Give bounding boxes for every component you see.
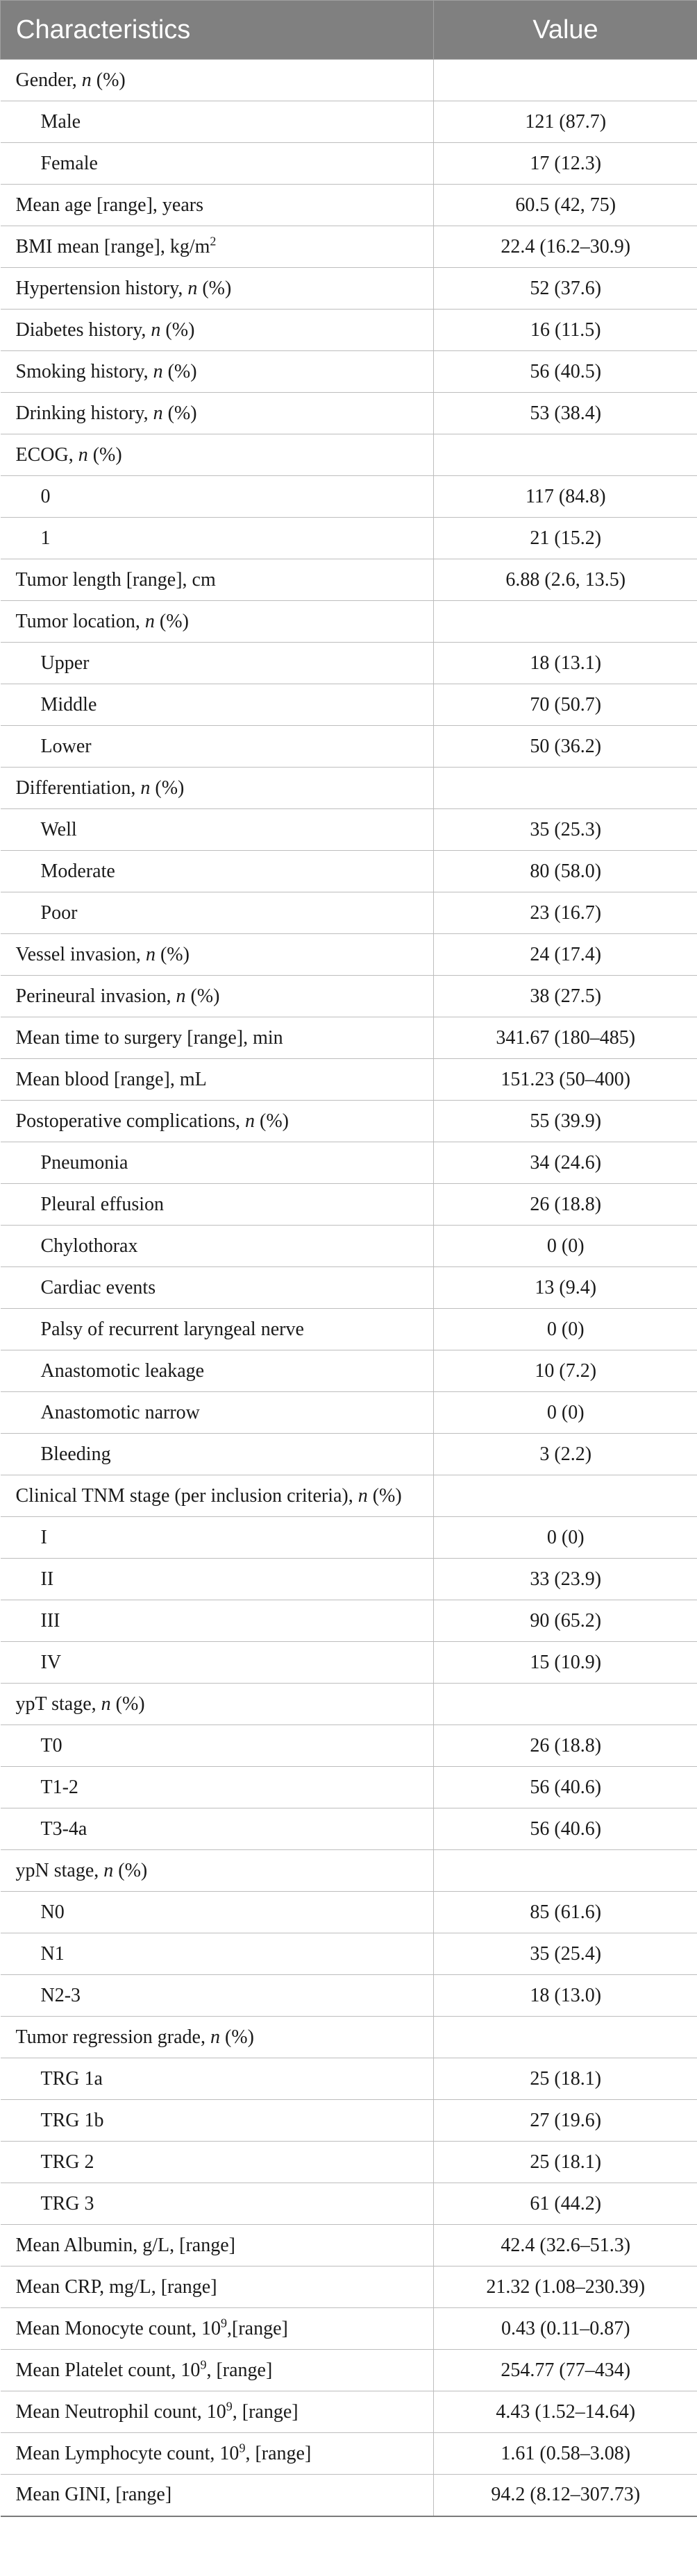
table-row (1, 1892, 697, 1933)
label-text: Mean Platelet count, 10 (15, 2359, 201, 2381)
row-value: 23 (16.7) (434, 892, 697, 934)
label-text: Clinical TNM stage (per inclusion criteria), (15, 1484, 358, 1507)
row-label (1, 393, 434, 434)
italic-n: n (144, 610, 155, 632)
superscript: 9 (221, 2316, 227, 2330)
row-label: I (1, 1517, 434, 1559)
label-text: Vessel invasion, (15, 943, 146, 965)
table-row (1, 2266, 697, 2308)
row-label (1, 351, 434, 393)
row-label: Chylothorax (1, 1226, 434, 1267)
row-label: Lower (1, 726, 434, 768)
row-value: 0 (0) (434, 1226, 697, 1267)
row-label: T3-4a (1, 1808, 434, 1850)
row-label (1, 1850, 434, 1892)
row-value (434, 60, 697, 101)
label-text: Gender, (15, 69, 82, 91)
row-value: 4.43 (1.52–14.64) (434, 2391, 697, 2433)
table-row (1, 2391, 697, 2433)
table-row (1, 268, 697, 310)
row-value: 10 (7.2) (434, 1350, 697, 1392)
row-label: TRG 1a (1, 2058, 434, 2100)
row-label: Middle (1, 684, 434, 726)
label-text: Perineural invasion, (15, 985, 176, 1007)
italic-n: n (145, 943, 156, 965)
row-value: 56 (40.6) (434, 1808, 697, 1850)
table-row (1, 2225, 697, 2266)
table-row (1, 1267, 697, 1309)
row-value: 21 (15.2) (434, 518, 697, 559)
table-row (1, 226, 697, 268)
label-text: ypT stage, (15, 1693, 101, 1715)
label-suffix: (%) (219, 2026, 254, 2048)
label-text: Tumor location, (15, 610, 145, 632)
row-label: Male (1, 101, 434, 143)
row-value: 16 (11.5) (434, 310, 697, 351)
row-label: IV (1, 1642, 434, 1684)
row-label: Female (1, 143, 434, 185)
label-text: BMI mean [range], kg/m (15, 235, 210, 257)
table-row (1, 2350, 697, 2391)
row-label (1, 2017, 434, 2058)
row-value: 42.4 (32.6–51.3) (434, 2225, 697, 2266)
table-row (1, 1850, 697, 1892)
table-row (1, 2308, 697, 2350)
row-label: Poor (1, 892, 434, 934)
label-suffix: (%) (154, 610, 189, 632)
label-suffix: (%) (91, 69, 126, 91)
label-text: Smoking history, (15, 360, 153, 382)
row-value: 25 (18.1) (434, 2142, 697, 2183)
row-label: Mean CRP, mg/L, [range] (1, 2266, 434, 2308)
label-suffix: (%) (255, 1110, 289, 1132)
table-row (1, 1017, 697, 1059)
row-value: 55 (39.9) (434, 1101, 697, 1142)
table-row (1, 1350, 697, 1392)
row-label (1, 601, 434, 643)
table-row (1, 2475, 697, 2516)
row-value: 61 (44.2) (434, 2183, 697, 2225)
row-value: 13 (9.4) (434, 1267, 697, 1309)
table-row (1, 101, 697, 143)
row-value: 26 (18.8) (434, 1725, 697, 1767)
row-label (1, 2350, 434, 2391)
row-value: 90 (65.2) (434, 1600, 697, 1642)
table-header (1, 1, 697, 60)
table-row (1, 1642, 697, 1684)
italic-n: n (176, 985, 186, 1007)
row-value: 0 (0) (434, 1517, 697, 1559)
label-text: Diabetes history, (15, 319, 151, 341)
table-row (1, 476, 697, 518)
row-label: Cardiac events (1, 1267, 434, 1309)
row-label: N0 (1, 1892, 434, 1933)
row-label: Upper (1, 643, 434, 684)
table-row (1, 1142, 697, 1184)
row-value: 25 (18.1) (434, 2058, 697, 2100)
row-value: 94.2 (8.12–307.73) (434, 2475, 697, 2516)
table-row (1, 60, 697, 101)
row-value: 56 (40.5) (434, 351, 697, 393)
label-suffix: (%) (150, 777, 185, 799)
row-label: Pleural effusion (1, 1184, 434, 1226)
italic-n: n (140, 777, 151, 799)
label-suffix: (%) (160, 319, 195, 341)
row-label (1, 1101, 434, 1142)
row-value: 17 (12.3) (434, 143, 697, 185)
table-row (1, 1767, 697, 1808)
row-value (434, 434, 697, 476)
row-label: Pneumonia (1, 1142, 434, 1184)
row-label: Bleeding (1, 1434, 434, 1475)
row-label (1, 2308, 434, 2350)
table-row (1, 851, 697, 892)
row-label: TRG 1b (1, 2100, 434, 2142)
row-label: Mean GINI, [range] (1, 2475, 434, 2516)
italic-n: n (245, 1110, 255, 1132)
label-text: Hypertension history, (15, 277, 188, 299)
italic-n: n (81, 69, 92, 91)
table-row (1, 934, 697, 976)
row-value: 341.67 (180–485) (434, 1017, 697, 1059)
table-row (1, 643, 697, 684)
table-row (1, 143, 697, 185)
label-suffix: (%) (162, 360, 197, 382)
table-row (1, 684, 697, 726)
row-label (1, 2391, 434, 2433)
label-suffix: (%) (197, 277, 232, 299)
row-label: TRG 3 (1, 2183, 434, 2225)
row-value: 18 (13.0) (434, 1975, 697, 2017)
row-label (1, 976, 434, 1017)
table-row (1, 1933, 697, 1975)
superscript: 9 (226, 2399, 233, 2414)
table-row (1, 1808, 697, 1850)
row-value: 80 (58.0) (434, 851, 697, 892)
row-label: T0 (1, 1725, 434, 1767)
label-suffix: (%) (162, 402, 197, 424)
table-row (1, 1059, 697, 1101)
label-text: ypN stage, (15, 1859, 104, 1881)
italic-n: n (78, 443, 88, 466)
table-row (1, 1226, 697, 1267)
label-suffix: (%) (110, 1693, 145, 1715)
row-label: TRG 2 (1, 2142, 434, 2183)
row-value: 50 (36.2) (434, 726, 697, 768)
row-label: Anastomotic narrow (1, 1392, 434, 1434)
table-row (1, 559, 697, 601)
row-value (434, 1475, 697, 1517)
row-value (434, 768, 697, 809)
table-row (1, 726, 697, 768)
row-value: 3 (2.2) (434, 1434, 697, 1475)
row-value: 52 (37.6) (434, 268, 697, 310)
row-label: Mean blood [range], mL (1, 1059, 434, 1101)
table-row (1, 310, 697, 351)
row-label: Mean Albumin, g/L, [range] (1, 2225, 434, 2266)
row-label (1, 1684, 434, 1725)
row-value: 70 (50.7) (434, 684, 697, 726)
table-row (1, 2100, 697, 2142)
row-value: 85 (61.6) (434, 1892, 697, 1933)
row-value: 60.5 (42, 75) (434, 185, 697, 226)
row-label: Tumor length [range], cm (1, 559, 434, 601)
table-row (1, 2433, 697, 2475)
label-suffix: (%) (155, 943, 190, 965)
table-row (1, 1309, 697, 1350)
row-label: Moderate (1, 851, 434, 892)
table-row (1, 768, 697, 809)
row-value: 22.4 (16.2–30.9) (434, 226, 697, 268)
table-row (1, 976, 697, 1017)
row-label (1, 268, 434, 310)
row-value: 6.88 (2.6, 13.5) (434, 559, 697, 601)
table-row (1, 518, 697, 559)
label-text: Mean Neutrophil count, 10 (15, 2400, 226, 2423)
table-row (1, 434, 697, 476)
row-value: 26 (18.8) (434, 1184, 697, 1226)
row-value: 0.43 (0.11–0.87) (434, 2308, 697, 2350)
italic-n: n (153, 360, 163, 382)
row-value (434, 1850, 697, 1892)
table-row (1, 1184, 697, 1226)
table-body (1, 60, 697, 2516)
row-label: 0 (1, 476, 434, 518)
row-label (1, 434, 434, 476)
row-label (1, 1475, 434, 1517)
row-value: 33 (23.9) (434, 1559, 697, 1600)
row-label: Mean age [range], years (1, 185, 434, 226)
table-row (1, 1600, 697, 1642)
row-value: 21.32 (1.08–230.39) (434, 2266, 697, 2308)
row-label: II (1, 1559, 434, 1600)
table-row (1, 185, 697, 226)
italic-n: n (358, 1484, 368, 1507)
label-suffix: , [range] (245, 2442, 312, 2464)
label-text: Tumor regression grade, (15, 2026, 210, 2048)
table-row (1, 601, 697, 643)
label-text: Mean Monocyte count, 10 (15, 2317, 221, 2339)
row-label: Anastomotic leakage (1, 1350, 434, 1392)
row-value: 34 (24.6) (434, 1142, 697, 1184)
row-value: 56 (40.6) (434, 1767, 697, 1808)
italic-n: n (101, 1693, 111, 1715)
superscript: 2 (210, 234, 217, 248)
table-row (1, 1517, 697, 1559)
header-row (1, 1, 697, 60)
header-value: Value (434, 1, 697, 60)
row-label: Palsy of recurrent laryngeal nerve (1, 1309, 434, 1350)
superscript: 9 (239, 2441, 246, 2455)
label-text: Mean Lymphocyte count, 10 (15, 2442, 240, 2464)
row-value: 15 (10.9) (434, 1642, 697, 1684)
table-row (1, 1559, 697, 1600)
table-row (1, 809, 697, 851)
label-text: Differentiation, (15, 777, 141, 799)
italic-n: n (103, 1859, 114, 1881)
row-label: Well (1, 809, 434, 851)
row-label: T1-2 (1, 1767, 434, 1808)
table-row (1, 351, 697, 393)
row-label: N1 (1, 1933, 434, 1975)
row-label (1, 310, 434, 351)
label-suffix: , [range] (206, 2359, 273, 2381)
table-row (1, 1101, 697, 1142)
row-value: 35 (25.4) (434, 1933, 697, 1975)
header-characteristics: Characteristics (1, 1, 434, 60)
row-value: 53 (38.4) (434, 393, 697, 434)
row-value (434, 2017, 697, 2058)
label-suffix: (%) (87, 443, 122, 466)
label-suffix: (%) (113, 1859, 148, 1881)
row-value: 0 (0) (434, 1309, 697, 1350)
table-row (1, 1975, 697, 2017)
italic-n: n (210, 2026, 220, 2048)
table-row (1, 1725, 697, 1767)
table-row (1, 2017, 697, 2058)
label-suffix: (%) (185, 985, 220, 1007)
row-label (1, 60, 434, 101)
label-text: Postoperative complications, (15, 1110, 245, 1132)
table-row (1, 892, 697, 934)
table-row (1, 393, 697, 434)
label-suffix: ,[range] (227, 2317, 288, 2339)
row-label: III (1, 1600, 434, 1642)
row-value (434, 601, 697, 643)
row-value: 35 (25.3) (434, 809, 697, 851)
label-suffix: , [range] (232, 2400, 299, 2423)
row-value: 117 (84.8) (434, 476, 697, 518)
row-value: 121 (87.7) (434, 101, 697, 143)
row-value (434, 1684, 697, 1725)
row-label (1, 2433, 434, 2475)
row-value: 151.23 (50–400) (434, 1059, 697, 1101)
row-value: 0 (0) (434, 1392, 697, 1434)
superscript: 9 (200, 2357, 207, 2372)
label-suffix: (%) (367, 1484, 402, 1507)
table-row (1, 2183, 697, 2225)
label-text: Drinking history, (15, 402, 153, 424)
label-text: ECOG, (15, 443, 78, 466)
row-value: 27 (19.6) (434, 2100, 697, 2142)
table-row (1, 1684, 697, 1725)
row-label: 1 (1, 518, 434, 559)
row-label: Mean time to surgery [range], min (1, 1017, 434, 1059)
row-label (1, 934, 434, 976)
italic-n: n (153, 402, 163, 424)
row-value: 24 (17.4) (434, 934, 697, 976)
row-value: 254.77 (77–434) (434, 2350, 697, 2391)
table-row (1, 2142, 697, 2183)
table-row (1, 1392, 697, 1434)
row-label (1, 768, 434, 809)
row-label: N2-3 (1, 1975, 434, 2017)
row-label (1, 226, 434, 268)
row-value: 18 (13.1) (434, 643, 697, 684)
row-value: 38 (27.5) (434, 976, 697, 1017)
table-row (1, 2058, 697, 2100)
row-value: 1.61 (0.58–3.08) (434, 2433, 697, 2475)
italic-n: n (187, 277, 198, 299)
table-row (1, 1475, 697, 1517)
table-row (1, 1434, 697, 1475)
italic-n: n (151, 319, 161, 341)
